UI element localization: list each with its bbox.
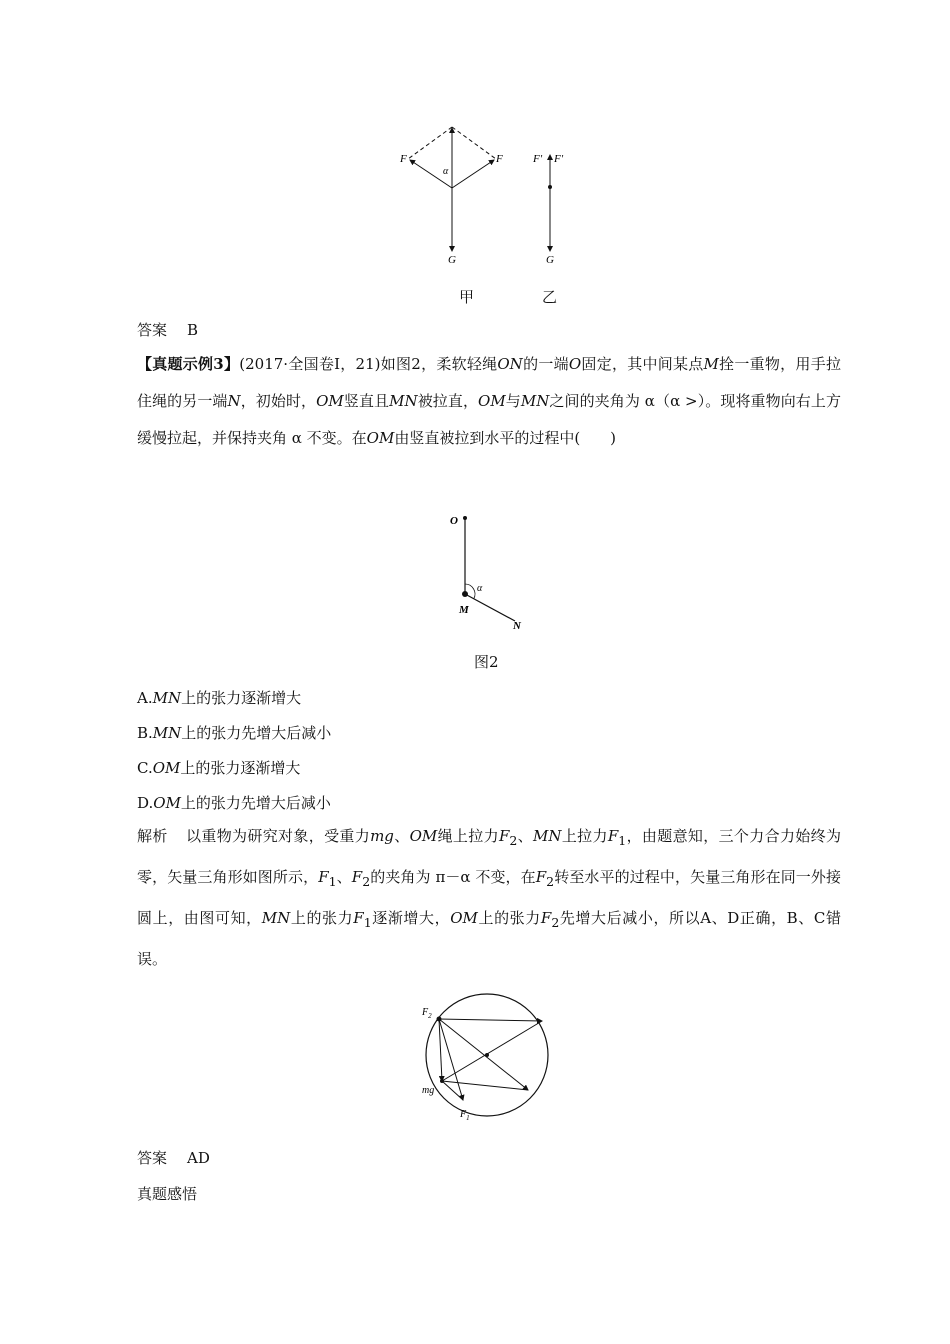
option-prefix: A. [137,689,153,707]
var-mn: MN [533,827,562,845]
text-segment: 转至水平的过程中，矢量三角形在同一外接圆上，由图可知， [137,868,841,927]
label-m: M [459,604,469,616]
text-segment: 、 [393,827,410,845]
text-segment: 上的张力 [290,909,354,927]
var-mn: MN [261,909,291,927]
subscript: 2 [362,874,371,889]
text-segment: 、 [336,868,352,886]
label-f-right: F [496,153,503,165]
subscript: 2 [509,833,518,848]
var-f: F [498,827,510,845]
var-om: OM [409,827,438,845]
text-segment: 的夹角为 π－α 不变，在 [370,868,536,886]
option-text: 上的张力逐渐增大 [181,689,302,707]
label-o: O [450,515,458,527]
answer-value: B [187,321,199,339]
text-segment: 固定，其中间某点 [581,355,704,373]
analysis-paragraph [137,818,841,978]
subscript: 1 [328,874,337,889]
option-var: MN [152,689,182,707]
var-f: F [607,827,619,845]
option-d [137,793,331,813]
var-f: F [535,868,547,886]
var-om: OM [366,429,395,447]
var-mn: MN [389,392,418,410]
label-n: N [513,620,521,632]
figure-label-yi: 乙 [542,288,558,306]
var-f: F [540,909,552,927]
dashed-line [408,127,452,159]
var-o: O [568,355,582,373]
option-text: 上的张力先增大后减小 [181,724,332,742]
subscript: 2 [551,915,560,930]
option-prefix: C. [137,759,153,777]
text-segment: 的一端 [522,355,569,373]
figure-2-caption: 图2 [474,653,499,671]
var-mg: mg [370,827,394,845]
answer-label: 答案 [137,321,168,339]
label-f2: $F_2$ [422,1007,432,1020]
text-segment: 以重物为研究对象，受重力 [185,827,371,845]
rope-mn [465,594,515,621]
force-diagram-top [390,115,590,275]
analysis-label: 解析 [137,827,168,845]
var-om: OM [478,392,506,410]
vector-line [439,1019,542,1021]
text-segment: 拴一重物，用手拉住绳的另一端 [137,355,841,410]
option-var: MN [152,724,182,742]
option-var: OM [153,794,181,812]
answer-line-1 [137,320,198,340]
label-f1: $F_1$ [460,1109,470,1122]
label-f-prime-left: F′ [533,153,543,165]
label-mg: mg [422,1085,435,1096]
text-segment: 、 [517,827,534,845]
example-paragraph [137,346,841,457]
var-f: F [353,909,364,927]
figure-label-jia: 甲 [459,288,475,306]
var-n: N [227,392,241,410]
option-prefix: D. [137,794,154,812]
subscript: 1 [618,833,627,848]
label-g-left: G [448,254,456,266]
var-f: F [318,868,329,886]
text-segment: 与 [505,392,521,410]
text-segment: 由竖直被拉到水平的过程中( ) [394,429,617,447]
text-segment: 上拉力 [561,827,608,845]
label-alpha: α [443,166,449,177]
text-segment: (2017·全国卷Ⅰ，21)如图2，柔软轻绳 [239,355,498,373]
text-segment: ，由题意知，三个力合力始终为零，矢量三角形如图所示， [137,827,841,886]
figure-2-diagram [440,505,550,635]
text-segment: 之间的夹角为 α（α >）。现将重物向右上方缓慢拉起，并保持夹角 α 不变。在 [137,392,841,447]
answer-value: AD [187,1149,210,1167]
text-segment: 竖直且 [343,392,390,410]
vector-triangle-diagram [418,985,558,1127]
subscript: 2 [546,874,555,889]
section-title: 真题感悟 [137,1185,198,1203]
vector-line [439,1019,463,1100]
var-om: OM [450,909,478,927]
option-a [137,688,301,708]
vector-line [442,1021,542,1081]
var-f: F [351,868,363,886]
label-f-prime-right: F′ [554,153,564,165]
label-g-right: G [546,254,554,266]
text-segment: 先增大后减小，所以A、D正确，B、C错误。 [137,909,841,968]
force-f-right-arrow [452,160,494,188]
text-segment: 被拉直， [417,392,479,410]
label-alpha: α [477,583,483,594]
var-mn: MN [520,392,550,410]
vector-line [439,1019,528,1090]
option-text: 上的张力逐渐增大 [180,759,301,777]
text-segment: ，初始时， [240,392,317,410]
answer-line-2 [137,1148,210,1168]
label-f-left: F [400,153,407,165]
option-b [137,723,331,743]
option-text: 上的张力先增大后减小 [180,794,331,812]
point-m [462,591,468,597]
text-segment: 绳上拉力 [437,827,499,845]
answer-label: 答案 [137,1149,168,1167]
var-on: ON [497,355,523,373]
vector-line [442,1081,528,1090]
option-c [137,758,300,778]
option-prefix: B. [137,724,153,742]
text-segment: 上的张力 [477,909,541,927]
text-segment: 逐渐增大， [371,909,451,927]
var-m: M [703,355,719,373]
option-var: OM [152,759,181,777]
subscript: 1 [363,915,372,930]
dashed-line [452,127,496,159]
var-om: OM [316,392,344,410]
example-tag: 【真题示例3】 [137,355,240,373]
